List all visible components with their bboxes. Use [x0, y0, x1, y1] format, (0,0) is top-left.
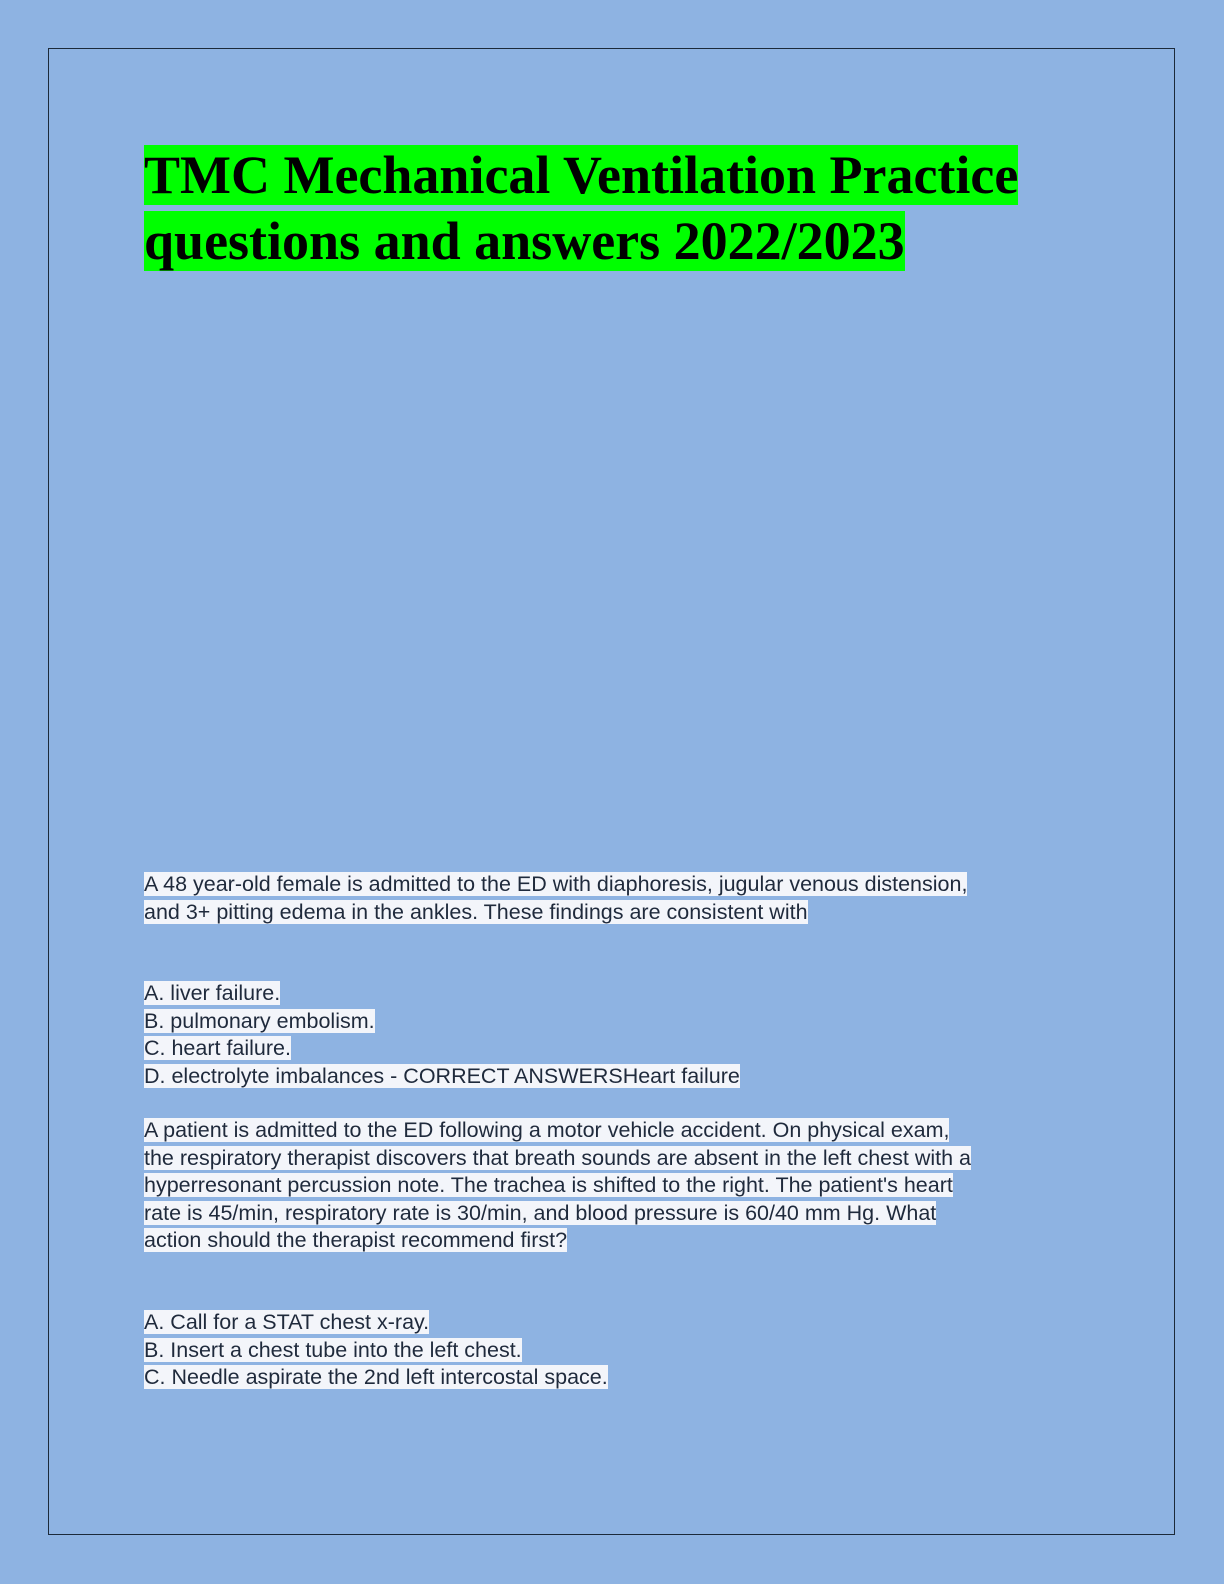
title-line: TMC Mechanical Ventilation Practice [144, 145, 1019, 205]
option-c: C. heart failure. [144, 1036, 291, 1060]
option-c: C. Needle aspirate the 2nd left intercostal space. [144, 1365, 608, 1389]
stem-line: action should the therapist recommend first? [144, 1228, 568, 1252]
title-line: questions and answers 2022/2023 [144, 211, 905, 271]
stem-line: A patient is admitted to the ED following a motor vehicle accident. On physical exam, [144, 1118, 950, 1142]
stem-line: and 3+ pitting edema in the ankles. These findings are consistent with [144, 899, 808, 924]
question-1-options [144, 980, 1104, 1090]
stem-line: hyperresonant percussion note. The trachea is shifted to the right. The patient's heart [144, 1173, 953, 1197]
question-2-options [144, 1309, 1104, 1392]
stem-line: rate is 45/min, respiratory rate is 30/min, and blood pressure is 60/40 mm Hg. What [144, 1200, 937, 1225]
stem-line: the respiratory therapist discovers that breath sounds are absent in the left chest with a [144, 1145, 972, 1170]
option-a: A. Call for a STAT chest x-ray. [144, 1310, 430, 1334]
option-a: A. liver failure. [144, 981, 281, 1005]
question-1-stem [144, 871, 1104, 926]
document-title [144, 142, 1084, 274]
stem-line: A 48 year-old female is admitted to the ED with diaphoresis, jugular venous distension, [144, 872, 968, 896]
option-b: B. Insert a chest tube into the left chest. [144, 1337, 522, 1362]
option-d-with-answer: D. electrolyte imbalances - CORRECT ANSWERSHeart failure [144, 1063, 740, 1088]
option-b: B. pulmonary embolism. [144, 1008, 375, 1033]
question-2-stem [144, 1117, 1104, 1255]
